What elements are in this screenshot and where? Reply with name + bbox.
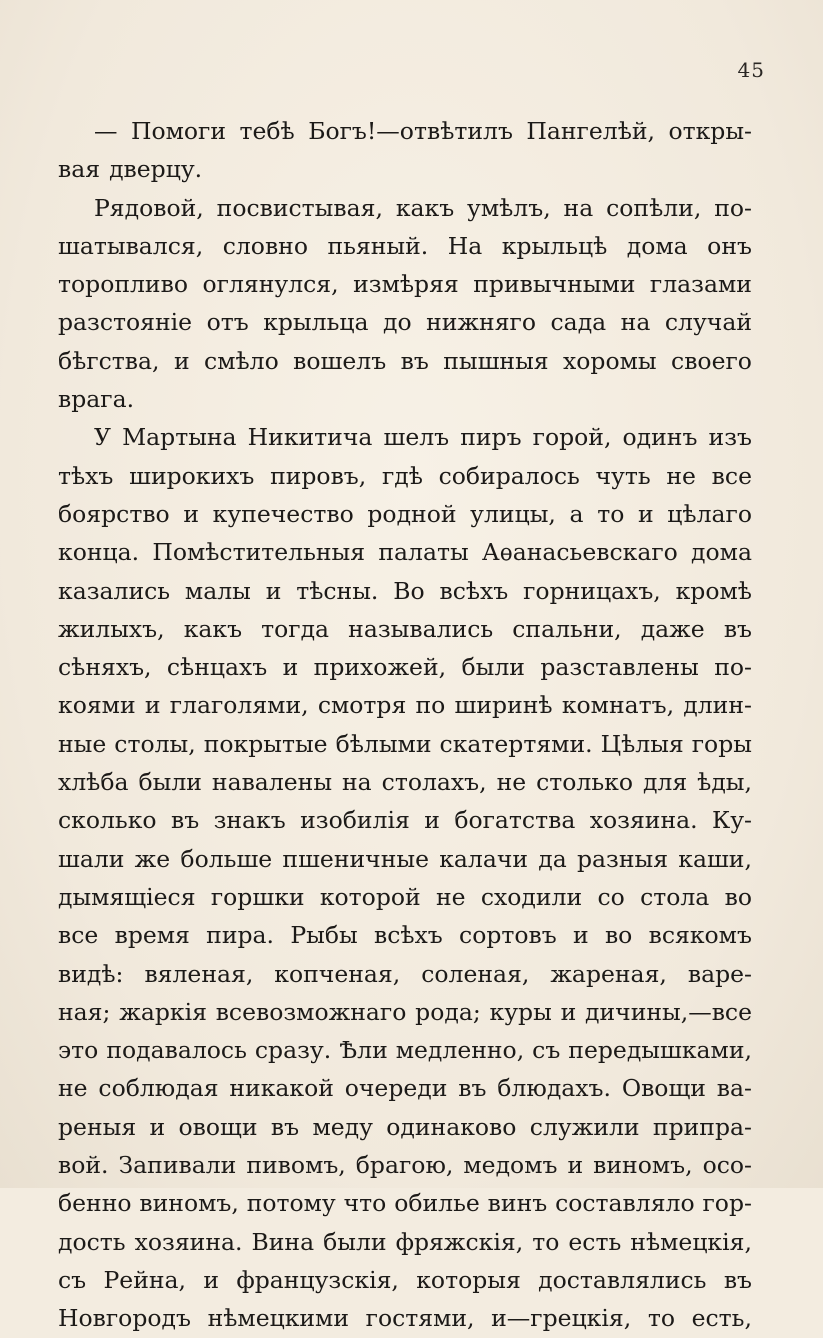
word: виномъ,: [139, 1189, 239, 1218]
word: дверцу.: [109, 155, 203, 184]
word: Ку-: [712, 806, 752, 835]
text-line: [58, 878, 752, 916]
page-number: 45: [737, 58, 765, 82]
text-line: [58, 1184, 752, 1222]
word: винъ: [487, 1189, 548, 1218]
word: кромѣ: [675, 576, 752, 605]
word: —: [94, 117, 118, 145]
word: разстояніе: [58, 308, 193, 337]
text-line: [58, 1261, 752, 1299]
word: Мартына: [122, 423, 237, 452]
word: посвистывая,: [216, 193, 383, 222]
word: да: [538, 844, 567, 873]
text-line: [58, 1069, 752, 1107]
word: смѣло: [204, 346, 279, 375]
word: гдѣ: [381, 461, 423, 490]
word: Никитича: [247, 423, 373, 452]
word: Аѳанасьевскаго: [481, 538, 678, 567]
word: пьяный.: [327, 231, 429, 260]
text-line: [58, 648, 752, 686]
word: блюдахъ.: [497, 1074, 611, 1103]
word: фряжскія,: [395, 1227, 524, 1256]
word: сразу.: [254, 1036, 332, 1065]
word: по-: [714, 193, 752, 222]
word: словно: [222, 231, 308, 260]
text-line: [58, 418, 752, 456]
word: палаты: [378, 538, 469, 567]
word: со: [597, 882, 625, 911]
text-line: [58, 265, 752, 303]
word: хозяина.: [134, 1227, 243, 1256]
word: меду: [312, 1112, 373, 1141]
word: собиралось: [438, 461, 580, 490]
word: Новгородъ: [58, 1304, 191, 1333]
word: и: [424, 806, 440, 835]
word: медомъ: [463, 1151, 558, 1180]
word: сколько: [58, 806, 157, 835]
word: составляло: [555, 1189, 695, 1218]
word: не: [496, 768, 527, 797]
word: какъ: [183, 614, 243, 643]
word: изъ: [708, 423, 752, 452]
word: виномъ,: [593, 1151, 693, 1180]
word: Рядовой,: [94, 193, 204, 222]
word: и: [567, 1151, 584, 1180]
word: же: [134, 844, 171, 873]
word: разныя: [576, 844, 669, 873]
word: и: [203, 1265, 220, 1294]
word: которыя: [416, 1265, 521, 1294]
word: горой,: [532, 423, 612, 452]
word: широкихъ: [129, 461, 255, 490]
word: столы,: [114, 729, 196, 758]
word: конца.: [58, 538, 140, 567]
text-line: [58, 495, 752, 533]
word: всѣхъ: [373, 921, 443, 950]
word: которой: [319, 882, 421, 911]
word: варе-: [687, 959, 752, 988]
word: бѣлыми: [335, 729, 432, 758]
word: время: [114, 921, 190, 950]
word: родной: [367, 499, 457, 528]
text-line: [58, 227, 752, 265]
word: и: [173, 346, 190, 375]
word: бѣгства,: [58, 346, 160, 375]
word: и: [560, 997, 577, 1026]
word: и: [144, 691, 161, 720]
word: привычными: [473, 270, 636, 299]
word: Цѣлыя: [600, 729, 684, 758]
word: подавалось: [106, 1036, 247, 1065]
text-line: [58, 1146, 752, 1184]
word: вой.: [58, 1151, 109, 1180]
word: купечество: [212, 499, 354, 528]
word: казались: [58, 576, 171, 605]
word: глаголями,: [169, 691, 309, 720]
word: нѣмецкія,: [630, 1227, 752, 1256]
text-line: [58, 303, 752, 341]
word: крыльца: [263, 308, 369, 337]
word: случай: [664, 308, 752, 337]
word: жаркія: [119, 997, 207, 1026]
word: соленая,: [421, 959, 530, 988]
word: ширинѣ: [454, 691, 553, 720]
word: сѣняхъ,: [58, 653, 152, 682]
word: въ: [723, 1265, 752, 1294]
text-line: [58, 457, 752, 495]
word: и: [573, 921, 589, 950]
word: то: [647, 1304, 675, 1333]
word: все: [711, 461, 752, 490]
word: тѣхъ: [58, 461, 114, 490]
word: рода;: [415, 997, 481, 1026]
word: обилье: [394, 1189, 480, 1218]
word: Помоги: [130, 117, 227, 145]
word: богатства: [454, 806, 576, 835]
word: ная;: [58, 997, 111, 1026]
text-line: [58, 801, 752, 839]
word: дость: [58, 1227, 126, 1256]
word: нижняго: [426, 308, 537, 337]
word: потому: [246, 1189, 336, 1218]
word: шали: [58, 844, 125, 873]
text-line: [58, 189, 752, 227]
text-line: [58, 1031, 752, 1069]
word: горницахъ,: [523, 576, 661, 605]
word: откры-: [668, 117, 752, 145]
word: очереди: [344, 1074, 448, 1103]
word: столахъ,: [381, 768, 487, 797]
word: то: [532, 1227, 560, 1256]
word: сѣнцахъ: [166, 653, 268, 682]
word: нѣмецкими: [207, 1304, 350, 1333]
word: соблюдая: [98, 1074, 219, 1103]
word: пировъ,: [270, 461, 367, 490]
word: и: [282, 653, 299, 682]
word: горы: [691, 729, 752, 758]
word: оглянулся,: [202, 270, 339, 299]
word: хозяина.: [589, 806, 698, 835]
word: скатертями.: [439, 729, 593, 758]
word: и—грецкія,: [491, 1304, 632, 1333]
word: длин-: [683, 691, 752, 720]
body-text: [58, 112, 752, 1338]
word: и: [265, 576, 282, 605]
word: умѣлъ,: [467, 193, 551, 222]
word: овощи: [178, 1112, 258, 1141]
word: прихожей,: [313, 653, 447, 682]
word: одинъ: [622, 423, 698, 452]
word: пивомъ,: [246, 1151, 346, 1180]
word: тѣсны.: [296, 576, 379, 605]
word: сортовъ: [459, 921, 557, 950]
word: покрытые: [203, 729, 328, 758]
text-line: [58, 955, 752, 993]
word: каши,: [678, 844, 752, 873]
word: гостями,: [365, 1304, 475, 1333]
word: и: [183, 499, 200, 528]
word: тебѣ: [239, 117, 295, 145]
word: все: [58, 921, 99, 950]
word: глазами: [649, 270, 752, 299]
word: Богъ!—отвѣтилъ: [308, 117, 513, 145]
word: торопливо: [58, 270, 188, 299]
word: смотря: [317, 691, 407, 720]
text-line: [58, 150, 752, 188]
word: пиръ: [460, 423, 522, 452]
word: Рыбы: [290, 921, 358, 950]
word: крыльцѣ: [501, 231, 608, 260]
word: осо-: [702, 1151, 752, 1180]
word: по-: [714, 653, 752, 682]
word: въ: [400, 346, 429, 375]
word: на: [620, 308, 651, 337]
word: врага.: [58, 385, 135, 414]
word: горшки: [210, 882, 305, 911]
word: сада: [550, 308, 607, 337]
word: хлѣба: [58, 768, 129, 797]
word: есть,: [691, 1304, 752, 1333]
word: въ: [270, 1112, 300, 1141]
word: изобилія: [300, 806, 410, 835]
word: во: [604, 921, 633, 950]
word: спальни,: [512, 614, 622, 643]
word: а: [569, 499, 584, 528]
word: Ѣли: [339, 1036, 388, 1065]
text-line: [58, 1223, 752, 1261]
word: Во: [393, 576, 425, 605]
word: калачи: [439, 844, 529, 873]
word: сходили: [480, 882, 583, 911]
word: назывались: [348, 614, 494, 643]
word: чуть: [595, 461, 651, 490]
word: не: [435, 882, 466, 911]
word: хоромы: [563, 346, 657, 375]
word: ные: [58, 729, 107, 758]
word: до: [382, 308, 412, 337]
text-line: [58, 533, 752, 571]
word: измѣряя: [353, 270, 459, 299]
word: для: [642, 768, 688, 797]
word: французскія,: [236, 1265, 399, 1294]
word: медленно,: [395, 1036, 525, 1065]
word: сопѣли,: [606, 193, 702, 222]
text-line: [58, 916, 752, 954]
word: есть: [568, 1227, 622, 1256]
word: въ: [723, 614, 752, 643]
word: Овощи: [621, 1074, 706, 1103]
word: съ: [532, 1036, 561, 1065]
word: и: [637, 499, 654, 528]
word: пышныя: [443, 346, 549, 375]
word: были: [461, 653, 525, 682]
word: какъ: [395, 193, 455, 222]
word: вая: [58, 155, 101, 184]
word: знакъ: [213, 806, 286, 835]
word: тогда: [261, 614, 330, 643]
word: передышками,: [568, 1036, 752, 1065]
text-line: [58, 342, 752, 380]
word: куры: [489, 997, 552, 1026]
word: пира.: [206, 921, 275, 950]
text-line: [58, 686, 752, 724]
word: въ: [170, 806, 200, 835]
text-line: [58, 1108, 752, 1146]
word: На: [447, 231, 483, 260]
word: шелъ: [383, 423, 450, 452]
word: комнатъ,: [561, 691, 675, 720]
text-line: [58, 572, 752, 610]
word: были: [323, 1227, 387, 1256]
word: больше: [180, 844, 273, 873]
word: навалены: [211, 768, 333, 797]
word: Запивали: [118, 1151, 237, 1180]
word: что: [343, 1189, 387, 1218]
word: не: [58, 1074, 88, 1103]
word: своего: [671, 346, 752, 375]
text-line: [58, 1299, 752, 1337]
word: Помѣстительныя: [152, 538, 366, 567]
word: малы: [184, 576, 251, 605]
word: въ: [458, 1074, 487, 1103]
text-line: [58, 763, 752, 801]
word: копченая,: [274, 959, 401, 988]
word: жилыхъ,: [58, 614, 165, 643]
word: это: [58, 1036, 99, 1065]
word: гор-: [702, 1189, 752, 1218]
text-line: [58, 840, 752, 878]
word: ва-: [716, 1074, 752, 1103]
text-line: [58, 610, 752, 648]
word: то: [597, 499, 625, 528]
word: и: [149, 1112, 166, 1141]
word: на: [342, 768, 372, 797]
word: Вина: [251, 1227, 315, 1256]
word: реныя: [58, 1112, 137, 1141]
word: никакой: [229, 1074, 334, 1103]
text-line: [58, 993, 752, 1031]
word: боярство: [58, 499, 170, 528]
word: служили: [529, 1112, 640, 1141]
word: вяленая,: [144, 959, 254, 988]
word: У: [94, 423, 111, 452]
word: жареная,: [550, 959, 667, 988]
word: всевозможнаго: [215, 997, 407, 1026]
word: не: [666, 461, 696, 490]
word: цѣлаго: [667, 499, 752, 528]
word: ѣды,: [697, 768, 752, 797]
word: онъ: [707, 231, 752, 260]
word: даже: [640, 614, 705, 643]
word: коями: [58, 691, 136, 720]
word: дома: [691, 538, 752, 567]
word: улицы,: [470, 499, 556, 528]
word: доставлялись: [538, 1265, 707, 1294]
word: во: [724, 882, 752, 911]
word: дичины,—все: [585, 997, 752, 1026]
word: видѣ:: [58, 959, 124, 988]
text-line: [58, 112, 752, 150]
text-line: [58, 380, 752, 418]
word: вошелъ: [293, 346, 387, 375]
word: отъ: [206, 308, 249, 337]
word: припра-: [652, 1112, 752, 1141]
word: всѣхъ: [439, 576, 509, 605]
word: всякомъ: [648, 921, 752, 950]
word: стола: [640, 882, 710, 911]
word: на: [563, 193, 594, 222]
word: одинаково: [386, 1112, 517, 1141]
word: по: [415, 691, 446, 720]
word: были: [138, 768, 202, 797]
word: Пангелѣй,: [526, 117, 655, 145]
word: пшеничные: [282, 844, 429, 873]
word: съ: [58, 1265, 87, 1294]
word: разставлены: [540, 653, 699, 682]
word: бенно: [58, 1189, 132, 1218]
word: дома: [626, 231, 688, 260]
word: шатывался,: [58, 231, 204, 260]
word: дымящіеся: [58, 882, 196, 911]
text-line: [58, 725, 752, 763]
word: столько: [536, 768, 633, 797]
word: брагою,: [355, 1151, 454, 1180]
word: Рейна,: [103, 1265, 186, 1294]
